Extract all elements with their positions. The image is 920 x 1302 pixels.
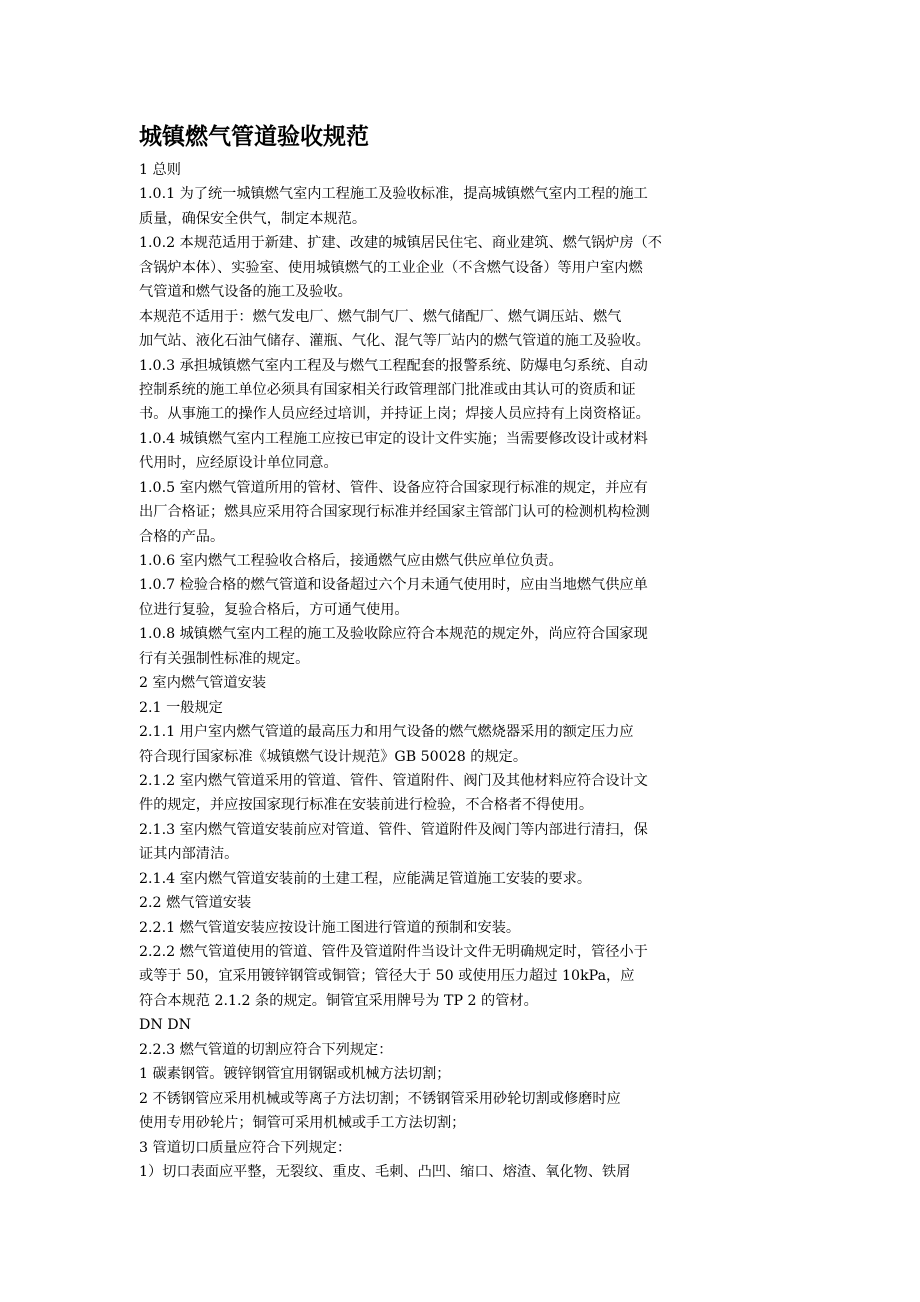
text-line: 1.0.5 室内燃气管道所用的管材、管件、设备应符合国家现行标准的规定，并应有 xyxy=(139,479,648,496)
text-line: 2.1 一般规定 xyxy=(139,699,223,716)
text-line: 出厂合格证；燃具应采用符合国家现行标准并经国家主管部门认可的检测机构检测 xyxy=(139,504,650,521)
text-line: 符合本规范 2.1.2 条的规定。铜管宜采用牌号为 TP 2 的管材。 xyxy=(139,992,538,1009)
text-line: 2.1.1 用户室内燃气管道的最高压力和用气设备的燃气燃烧器采用的额定压力应 xyxy=(139,724,634,741)
text-line: 控制系统的施工单位必须具有国家相关行政管理部门批准或由其认可的资质和证 xyxy=(139,381,636,398)
text-line: 1.0.6 室内燃气工程验收合格后，接通燃气应由燃气供应单位负责。 xyxy=(139,553,563,569)
text-line: 1.0.3 承担城镇燃气室内工程及与燃气工程配套的报警系统、防爆电匀系统、自动 xyxy=(139,357,648,374)
text-line: 1 总则 xyxy=(139,162,181,178)
document-title: 城镇燃气管道验收规范 xyxy=(139,124,369,150)
text-line: 1.0.2 本规范适用于新建、扩建、改建的城镇居民住宅、商业建筑、燃气锅炉房（不 xyxy=(139,235,662,252)
text-line: 2.1.3 室内燃气管道安装前应对管道、管件、管道附件及阀门等内部进行清扫，保 xyxy=(139,821,648,838)
text-line: 件的规定，并应按国家现行标准在安装前进行检验，不合格者不得使用。 xyxy=(139,797,594,814)
text-line: 2.2.1 燃气管道安装应按设计施工图进行管道的预制和安装。 xyxy=(139,919,521,936)
text-line: 质量，确保安全供气，制定本规范。 xyxy=(139,210,367,227)
text-line: 符合现行国家标准《城镇燃气设计规范》GB 50028 的规定。 xyxy=(139,748,528,765)
text-line: DN DN xyxy=(139,1017,192,1034)
text-line: 位进行复验，复验合格后，方可通气使用。 xyxy=(139,601,409,618)
text-line: 合格的产品。 xyxy=(139,528,225,545)
text-line: 书。从事施工的操作人员应经过培训，并持证上岗；焊接人员应持有上岗资格证。 xyxy=(139,406,650,423)
text-line: 本规范不适用于：燃气发电厂、燃气制气厂、燃气储配厂、燃气调压站、燃气 xyxy=(139,308,622,325)
text-line: 加气站、液化石油气储存、灌瓶、气化、混气等厂站内的燃气管道的施工及验收。 xyxy=(139,333,650,350)
text-line: 2.2.3 燃气管道的切割应符合下列规定： xyxy=(139,1041,393,1058)
text-line: 1 碳素钢管。镀锌钢管宜用钢锯或机械方法切割； xyxy=(139,1066,451,1083)
text-line: 证其内部清洁。 xyxy=(139,846,239,863)
text-line: 3 管道切口质量应符合下列规定： xyxy=(139,1139,352,1156)
text-line: 行有关强制性标准的规定。 xyxy=(139,650,310,667)
text-line: 使用专用砂轮片；铜管可采用机械或手工方法切割； xyxy=(139,1115,466,1132)
text-line: 含锅炉本体）、实验室、使用城镇燃气的工业企业（不含燃气设备）等用户室内燃 xyxy=(139,259,643,276)
document-page xyxy=(139,118,739,1184)
text-line: 1.0.4 城镇燃气室内工程施工应按已审定的设计文件实施；当需要修改设计或材料 xyxy=(139,430,648,447)
text-line: 气管道和燃气设备的施工及验收。 xyxy=(139,284,352,301)
text-line: 1.0.7 检验合格的燃气管道和设备超过六个月未通气使用时，应由当地燃气供应单 xyxy=(139,577,648,594)
text-line: 1）切口表面应平整，无裂纹、重皮、毛刺、凸凹、缩口、熔渣、氧化物、铁屑 xyxy=(139,1163,631,1180)
text-line: 2.1.4 室内燃气管道安装前的土建工程，应能满足管道施工安装的要求。 xyxy=(139,870,592,887)
text-line: 2.2.2 燃气管道使用的管道、管件及管道附件当设计文件无明确规定时，管径小于 xyxy=(139,944,648,960)
text-line: 2.2 燃气管道安装 xyxy=(139,895,252,912)
text-line: 2 不锈钢管应采用机械或等离子方法切割；不锈钢管采用砂轮切割或修磨时应 xyxy=(139,1090,621,1107)
text-line: 代用时，应经原设计单位同意。 xyxy=(139,455,338,472)
text-line: 2 室内燃气管道安装 xyxy=(139,675,267,692)
text-line: 1.0.1 为了统一城镇燃气室内工程施工及验收标准，提高城镇燃气室内工程的施工 xyxy=(139,186,648,203)
document-body xyxy=(139,158,739,1184)
text-line: 或等于 50，宜采用镀锌钢管或铜管；管径大于 50 或使用压力超过 10kPa，应 xyxy=(139,968,635,985)
text-line: 1.0.8 城镇燃气室内工程的施工及验收除应符合本规范的规定外，尚应符合国家现 xyxy=(139,626,648,643)
text-line: 2.1.2 室内燃气管道采用的管道、管件、管道附件、阀门及其他材料应符合设计文 xyxy=(139,772,648,789)
